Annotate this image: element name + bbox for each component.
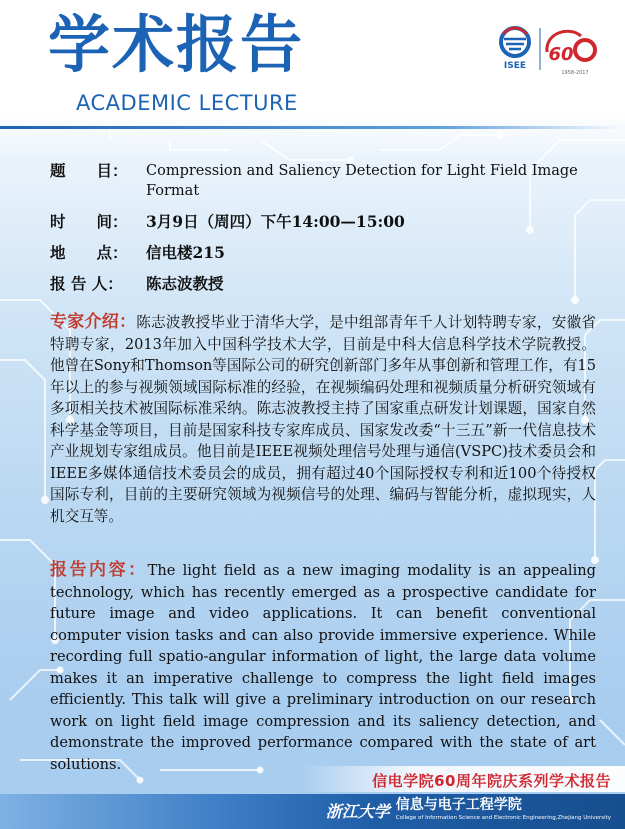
anniversary-number: 60 xyxy=(548,44,574,65)
info-value-location: 信电楼215 xyxy=(146,243,225,262)
info-value-time: 3月9日（周四）下午14:00—15:00 xyxy=(146,212,405,231)
info-row-location xyxy=(50,242,600,263)
title-english: ACADEMIC LECTURE xyxy=(76,91,298,115)
info-row-time xyxy=(50,211,600,232)
info-row-title xyxy=(50,160,600,201)
info-label-time: 时 间： xyxy=(50,212,128,231)
info-row-speaker xyxy=(50,273,600,294)
isee-60th-anniversary-logo xyxy=(495,22,615,82)
info-label-location: 地 点： xyxy=(50,243,128,262)
info-value-title: Compression and Saliency Detection for Light Field Image Format xyxy=(146,163,578,199)
bio-text: 陈志波教授毕业于清华大学，是中组部青年千人计划特聘专家，安徽省特聘专家，2013年加入中国科学技术大学，目前是中科大信息科学技术学院教授。他曾在Sony和Thomson等国际公司的研究创新部门多年从事创新和管理工作，有15年以上的参与视频领域国际标准的经验，在视频编码处理和视频质量分析研究领域有多项相关技术被国际标准采纳。陈志波教授主持了国家重点研发计划课题，国家自然科学基金等项目，目前是国家科技专家库成员、国家发改委“十三五”新一代信息技术产业规划专家组成员。他目前是IEEE视频处理信号处理与通信(VSPC)技术委员会和IEEE多媒体通信技术委员会的成员，拥有超过40个国际授权专利和近100个待授权国际专利，目前的主要研究领域为视频信号的处理、编码与智能分析，虚拟现实，人机交互等。 xyxy=(50,314,596,525)
speaker-bio-section xyxy=(50,312,596,527)
header-divider xyxy=(0,126,625,129)
poster-header xyxy=(0,0,625,130)
school-name-chinese: 信息与电子工程学院 xyxy=(395,797,522,813)
anniversary-years: 1958-2017 xyxy=(561,70,589,76)
info-value-speaker: 陈志波教授 xyxy=(146,274,224,293)
abstract-text: The light field as a new imaging modality is an appealing technology, which has recently emerged as a prospective candidate for future image and video applications. It can benefit conventional computer vision tasks and can also provide immersive experience. While recording full spatio-angular information of light, the large data volume makes it an imperative challenge to compress the light field images efficiently. This talk will give a preliminary introduction on our research work on light field image compression and its saliency detection, and demonstrate the improved performance compared with the state of art solutions. xyxy=(50,562,596,773)
info-label-title: 题 目： xyxy=(50,161,128,180)
isee-logo-icon xyxy=(501,28,529,56)
bio-heading: 专家介绍： xyxy=(50,312,137,332)
zju-school-logo xyxy=(326,797,611,823)
title-chinese: 学术报告 xyxy=(48,8,305,81)
abstract-section xyxy=(50,560,596,775)
lecture-info xyxy=(50,160,600,304)
school-name xyxy=(396,797,611,823)
school-name-english: College of Information Science and Electronic Engineering,Zhejiang University xyxy=(395,815,611,821)
isee-logo-text: ISEE xyxy=(503,61,527,71)
zju-calligraphy-logo: 浙江大学 xyxy=(325,801,390,821)
info-label-speaker: 报 告 人： xyxy=(50,274,123,293)
lecture-series-title: 信电学院60周年院庆系列学术报告 xyxy=(372,772,611,790)
abstract-heading: 报告内容： xyxy=(50,560,148,580)
